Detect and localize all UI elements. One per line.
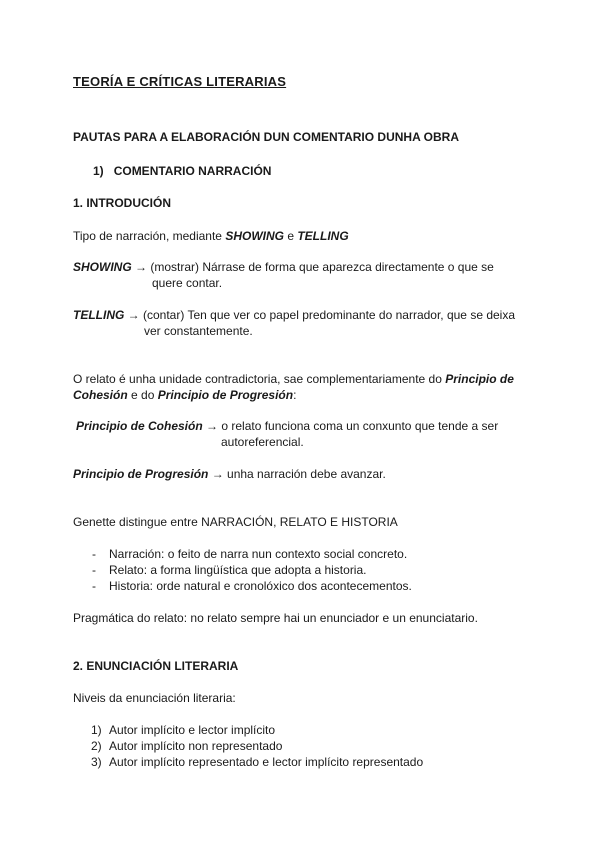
progresion-line	[73, 467, 386, 481]
page-subtitle: PAUTAS PARA A ELABORACIÓN DUN COMENTARIO DUNHA OBRA	[73, 130, 459, 144]
list-item-number: 3)	[91, 755, 102, 769]
tipo-showing: SHOWING	[225, 229, 284, 243]
intro-heading: 1. INTRODUCIÓN	[73, 196, 172, 210]
list-item-number: 1)	[91, 723, 102, 737]
cohesion-line1	[76, 419, 498, 433]
enunciacion-intro: Niveis da enunciación literaria:	[73, 691, 236, 705]
telling-term: TELLING	[73, 308, 125, 322]
cohesion-text: → o relato funciona coma un conxunto que tende a ser	[202, 419, 499, 433]
list-dash: -	[92, 563, 96, 577]
list-item	[92, 547, 96, 561]
relato-line2	[73, 388, 296, 402]
telling-definition-line1	[73, 308, 515, 322]
showing-text: → (mostrar) Nárrase de forma que aparezca directamente o que se	[131, 260, 494, 274]
list-item	[92, 563, 96, 577]
list-item-text: Narración: o feito de narra nun contexto social concreto.	[109, 547, 408, 561]
list-item-number: 2)	[91, 739, 102, 753]
tipo-telling: TELLING	[297, 229, 349, 243]
genette-line: Genette distingue entre NARRACIÓN, RELATO E HISTORIA	[73, 515, 398, 529]
relato-mid: e do	[127, 388, 158, 402]
page-title: TEORÍA E CRÍTICAS LITERARIAS	[73, 74, 287, 89]
relato-line1	[73, 372, 514, 386]
cohesion-term: Principio de Cohesión	[76, 419, 203, 433]
relato-term1b: Cohesión	[73, 388, 128, 402]
section-label: COMENTARIO NARRACIÓN	[113, 164, 272, 178]
list-item-text: Relato: a forma lingüística que adopta a historia.	[109, 563, 367, 577]
enunciacion-heading: 2. ENUNCIACIÓN LITERARIA	[73, 659, 239, 673]
cohesion-line2: autoreferencial.	[221, 435, 304, 449]
tipo-narracion-line	[73, 229, 349, 243]
relato-prefix: O relato é unha unidade contradictoria, sae complementariamente do	[73, 372, 446, 386]
list-dash: -	[92, 547, 96, 561]
showing-definition-line1	[73, 260, 494, 274]
relato-term1a: Principio de	[445, 372, 514, 386]
showing-definition-line2: quere contar.	[152, 276, 223, 290]
section-number: 1)	[93, 164, 104, 178]
list-item	[92, 579, 96, 593]
relato-end: :	[293, 388, 297, 402]
list-item-text: Autor implícito non representado	[109, 739, 283, 753]
progresion-term: Principio de Progresión	[73, 467, 209, 481]
list-item-text: Historia: orde natural e cronolóxico dos acontecementos.	[109, 579, 412, 593]
tipo-prefix: Tipo de narración, mediante	[73, 229, 226, 243]
list-item-text: Autor implícito representado e lector implícito representado	[109, 755, 424, 769]
showing-term: SHOWING	[73, 260, 132, 274]
telling-definition-line2: ver constantemente.	[144, 324, 253, 338]
telling-text: → (contar) Ten que ver co papel predominante do narrador, que se deixa	[124, 308, 516, 322]
pragmatica-line: Pragmática do relato: no relato sempre hai un enunciador e un enunciatario.	[73, 611, 478, 625]
relato-term2: Principio de Progresión	[157, 388, 294, 402]
progresion-text: → unha narración debe avanzar.	[208, 467, 386, 481]
tipo-and: e	[283, 229, 298, 243]
list-dash: -	[92, 579, 96, 593]
section-heading-narracion	[93, 164, 271, 178]
list-item-text: Autor implícito e lector implícito	[109, 723, 276, 737]
